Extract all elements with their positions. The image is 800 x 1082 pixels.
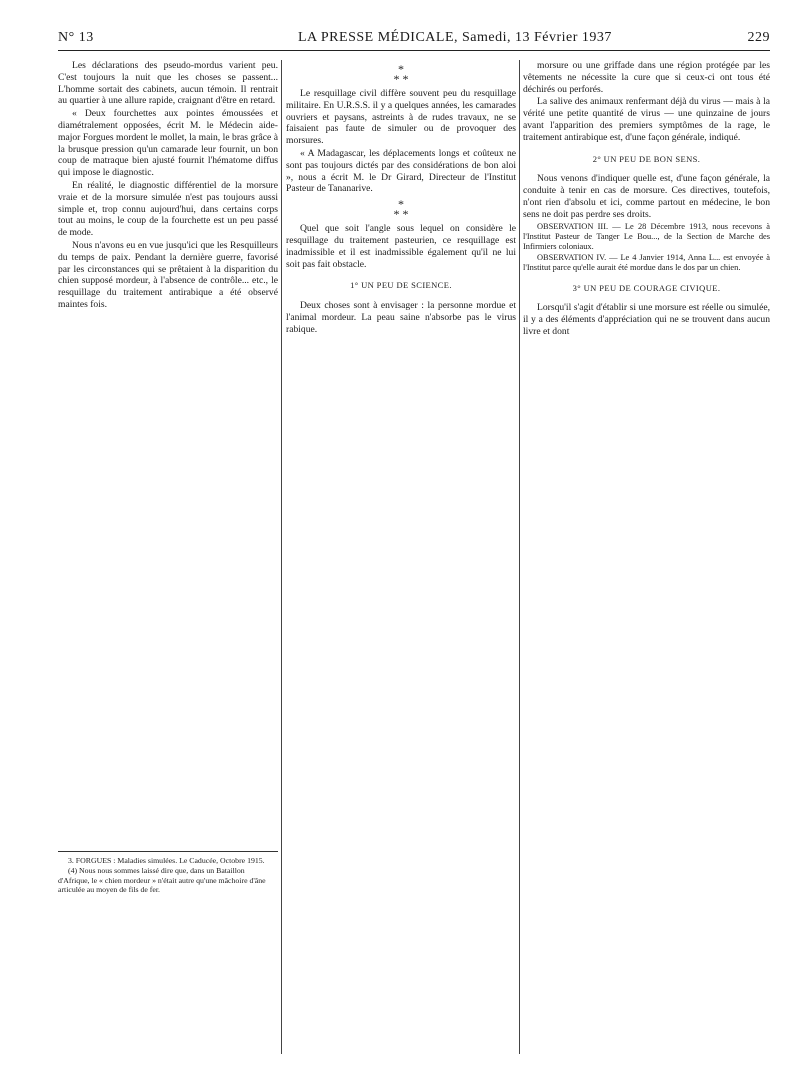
page-header [58, 28, 770, 51]
column-divider-2 [519, 60, 520, 1054]
paragraph: Le resquillage civil diffère souvent peu du resquillage militaire. En U.R.S.S. il y a quelques années, les camarades ouvriers et paysans, astreints à de rudes travaux, ne se faisaient pas faute de simuler ou de provoquer des morsures. [286, 88, 516, 147]
page-number: 229 [747, 30, 770, 45]
column-2 [286, 60, 516, 337]
column-1 [58, 60, 278, 312]
footnote: (4) Nous nous sommes laissé dire que, dans un Bataillon d'Afrique, le « chien mordeur » n'était autre qu'une mâchoire d'âne articulée au moyen de fils de fer. [58, 866, 266, 895]
footnotes [58, 856, 278, 896]
journal-title: LA PRESSE MÉDICALE, Samedi, 13 Février 1937 [298, 30, 612, 45]
section-stars: * * * [393, 197, 409, 222]
paragraph: Quel que soit l'angle sous lequel on considère le resquillage du traitement pasteurien, ce resquillage est inadmissible et il est inadmissible également qu'il ne lui soit pas fait obstacle. [286, 223, 516, 270]
footnote-rule [58, 851, 278, 852]
issue-number: N° 13 [58, 30, 94, 45]
paragraph: Lorsqu'il s'agit d'établir si une morsure est réelle ou simulée, il y a des éléments d'appréciation qui ne se trouvent dans aucun livre et dont [523, 302, 770, 337]
column-3 [523, 60, 770, 339]
paragraph: « Deux fourchettes aux pointes émoussées et diamétralement opposées, écrit M. le Médecin aide-major Forgues mordent le mollet, la main, le bras grâce à la brusque pression qu'un camarade leur fournit, un bon coup de matraque bien ajusté fournit l'hématome diffus qui impose le diagnostic. [58, 108, 278, 179]
section-stars: * * * [393, 62, 409, 86]
paragraph: Nous venons d'indiquer quelle est, d'une façon générale, la conduite à tenir en cas de morsure. Ces directives, toutefois, n'ont rien d'absolu et ici, comme partout en médecine, le bon sens ne doit pas perdre ses droits. [523, 173, 770, 220]
paragraph: Nous n'avons eu en vue jusqu'ici que les Resquilleurs du temps de paix. Pendant la dernière guerre, favorisé par les circonstances qui se prêtaient à la disparition du chien supposé mordeur, à l'absence de contrôle... etc., le resquillage du traitement antirabique a été observé maintes fois. [58, 239, 278, 310]
section-heading-science: 1° UN PEU DE SCIENCE. [350, 280, 452, 291]
paragraph: morsure ou une griffade dans une région protégée par les vêtements ne nécessite la cure que si ceux-ci ont tous été déchirés ou perforés. [523, 60, 770, 95]
paragraph: Les déclarations des pseudo-mordus varient peu. C'est toujours la nuit que les choses se passent... L'homme sortait des cabinets, aucun témoin. Il rentrait au quartier à une allure rapide, craignant d'être en retard. [58, 60, 278, 107]
column-divider-1 [281, 60, 282, 1054]
observation: OBSERVATION III. — Le 28 Décembre 1913, nous recevons à l'Institut Pasteur de Tanger Le Bou..., de la Section de Marche des Infirmiers coloniaux. [523, 221, 770, 251]
paragraph: « A Madagascar, les déplacements longs et coûteux ne sont pas toujours dictés par des considérations de bon aloi », nous a écrit M. le Dr Girard, Directeur de l'Institut Pasteur de Tananarive. [286, 147, 516, 195]
paragraph: La salive des animaux renfermant déjà du virus — mais à la vérité une petite quantité de virus — une quinzaine de jours avant l'apparition des premiers symptômes de la rage, le traitement antirabique est, d'une façon générale, indiqué. [523, 96, 770, 143]
observation: OBSERVATION IV. — Le 4 Janvier 1914, Anna L... est envoyée à l'Institut parce qu'elle aurait été mordue dans le dos par un chien. [523, 252, 770, 272]
section-heading-courage: 3° UN PEU DE COURAGE CIVIQUE. [572, 282, 721, 293]
paragraph: Deux choses sont à envisager : la personne mordue et l'animal mordeur. La peau saine n'absorbe pas le virus rabique. [286, 300, 516, 335]
paragraph: En réalité, le diagnostic différentiel de la morsure vraie et de la morsure simulée n'est pas toujours aussi simple et, trop connu aujourd'hui, dans certains corps tout au moins, le coup de la fourchette est un peu passé de mode. [58, 179, 278, 239]
section-heading-bon-sens: 2° UN PEU DE BON SENS. [592, 153, 701, 164]
footnote: 3. FORGUES : Maladies simulées. Le Caducée, Octobre 1915. [68, 856, 265, 865]
